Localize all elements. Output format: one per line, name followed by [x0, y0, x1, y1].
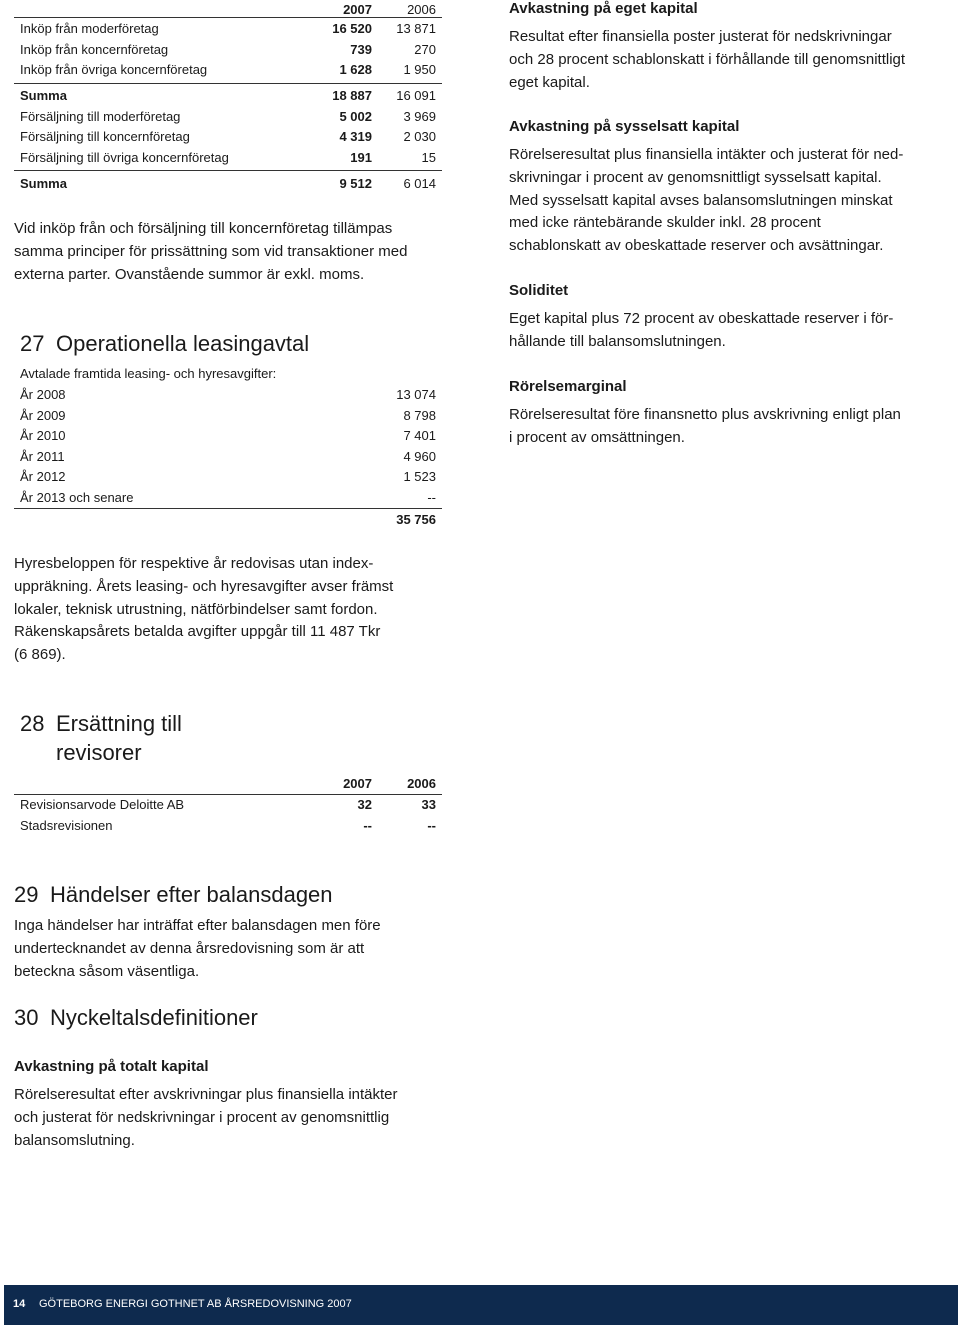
section-title-line: Ersättning till	[56, 711, 182, 736]
table-row: Försäljning till moderföretag 5 002 3 969	[20, 108, 436, 124]
col-2007: 2007	[343, 2, 372, 17]
section-number: 30	[14, 1005, 39, 1030]
table-row-sum: Summa 18 887 16 091	[20, 88, 436, 103]
intercompany-rows-a	[14, 19, 442, 81]
leasing-text: Hyresbeloppen för respektive år redovisas utan index- uppräkning. Årets leasing- och hyresavgifter avser främst lokaler, teknisk utrustning, nätförbindelser samt fordon. Räkenskapsårets betalda avgifter uppgår till 11 487 Tkr (6 869).	[14, 555, 394, 664]
table-row: Inköp från moderföretag 16 520 13 871	[20, 21, 436, 36]
table-row: Revisionsarvode Deloitte AB 32 33	[20, 797, 436, 812]
section-28-heading	[20, 709, 182, 767]
leasing-total	[14, 510, 442, 531]
table-divider	[14, 508, 442, 509]
def-heading: Soliditet	[509, 282, 569, 299]
table-divider	[14, 17, 442, 18]
def-text: Rörelseresultat plus finansiella intäkter och justerat för ned- skrivningar i procent av genomsnittligt sysselsatt kapital. Med sysselsatt kapital avses balansomslutningen minskat med icke räntebärande skulder inkl. 28 procent schablonskatt av obeskattade reserver och avsättningar.	[509, 146, 904, 255]
table-row: Inköp från koncernföretag 739 270	[20, 41, 436, 57]
intercompany-rows-b	[14, 86, 442, 168]
table-row: Försäljning till koncernföretag 4 319 2 030	[20, 129, 436, 144]
table-row-sum: Summa 9 512 6 014	[20, 176, 436, 191]
def-text: Rörelseresultat före finansnetto plus avskrivning enligt plan i procent av omsättningen.	[509, 406, 901, 446]
table-divider	[14, 170, 442, 171]
events-text: Inga händelser har inträffat efter balansdagen men före undertecknandet av denna årsredovisning som är att beteckna såsom väsentliga.	[14, 917, 381, 980]
def-heading: Avkastning på sysselsatt kapital	[509, 118, 740, 135]
table-row: År 2011 4 960	[20, 448, 436, 464]
table-row: Försäljning till övriga koncernföretag 191 15	[20, 149, 436, 165]
table-row: År 2009 8 798	[20, 407, 436, 423]
section-30-heading	[14, 1003, 258, 1032]
leasing-table	[14, 385, 442, 508]
intercompany-rows-c	[14, 174, 442, 195]
intercompany-note: Vid inköp från och försäljning till koncernföretag tillämpas samma principer för prissättning som vid transaktioner med externa parter. Ovanstående summor är exkl. moms.	[14, 220, 408, 283]
def-text: Rörelseresultat efter avskrivningar plus finansiella intäkter och justerat för nedskrivningar i procent av genomsnittlig balansomslutning.	[14, 1086, 398, 1149]
def-text: Resultat efter finansiella poster justerat för nedskrivningar och 28 procent schablonskatt i förhållande till genomsnittligt eget kapital.	[509, 28, 906, 91]
section-29-heading	[14, 880, 333, 909]
def-heading: Avkastning på totalt kapital	[14, 1058, 209, 1075]
section-27-heading	[20, 329, 309, 358]
section-number: 27	[20, 331, 45, 356]
section-number: 29	[14, 882, 39, 907]
def-heading: Rörelsemarginal	[509, 378, 627, 395]
table-row: År 2010 7 401	[20, 428, 436, 443]
table-row: År 2013 och senare --	[20, 489, 436, 505]
def-text: Eget kapital plus 72 procent av obeskattade reserver i för- hållande till balansomslutningen.	[509, 310, 894, 350]
page-footer	[4, 1285, 958, 1325]
section-title: Operationella leasingavtal	[56, 331, 310, 356]
section-title: Nyckeltalsdefinitioner	[50, 1005, 258, 1030]
def-heading: Avkastning på eget kapital	[509, 0, 698, 17]
table-row: Stadsrevisionen -- --	[20, 817, 436, 833]
page-number: 14	[13, 1298, 26, 1310]
table-row: År 2008 13 074	[20, 387, 436, 402]
table-row: Inköp från övriga koncernföretag 1 628 1 950	[20, 62, 436, 77]
section-number: 28	[20, 711, 45, 736]
footer-title: GÖTEBORG ENERGI GOTHNET AB ÅRSREDOVISNING 2007	[39, 1298, 352, 1310]
table-header-row: 2007 2006	[343, 776, 436, 791]
auditor-fee-rows	[14, 795, 442, 836]
auditor-fee-table	[14, 774, 442, 795]
section-title: Händelser efter balansdagen	[50, 882, 333, 907]
table-row: År 2012 1 523	[20, 469, 436, 484]
table-row-sum: 35 756	[396, 512, 436, 527]
col-2006: 2006	[407, 2, 436, 17]
section-title-line: revisorer	[56, 740, 142, 765]
table-divider	[14, 83, 442, 84]
leasing-intro: Avtalade framtida leasing- och hyresavgifter:	[20, 366, 277, 381]
